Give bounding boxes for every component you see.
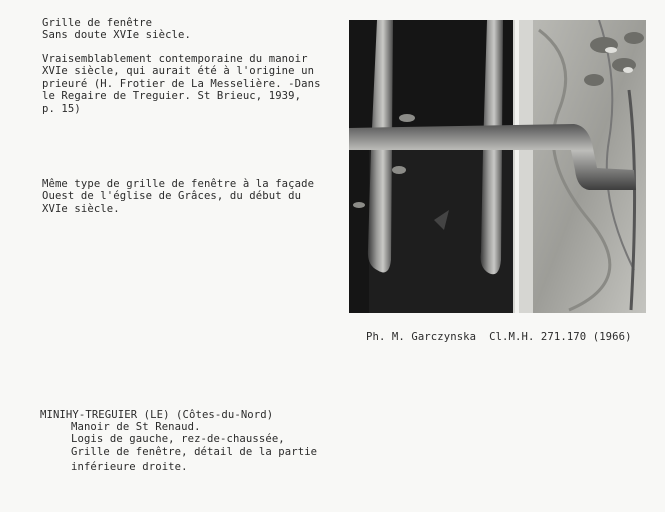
- description-block: [42, 53, 321, 115]
- comparison-line: Même type de grille de fenêtre à la façade: [42, 178, 315, 190]
- location-line: Logis de gauche, rez-de-chaussée,: [71, 433, 285, 446]
- location-details: [71, 421, 317, 458]
- description-line: Vraisemblablement contemporaine du manoir: [42, 53, 308, 65]
- location-line: inférieure droite.: [71, 461, 188, 473]
- photo-credit: Ph. M. Garczynska Cl.M.H. 271.170 (1966): [366, 331, 632, 343]
- description-line: XVIe siècle, qui aurait été à l'origine un: [42, 65, 315, 78]
- location-line: Grille de fenêtre, détail de la partie: [71, 445, 318, 458]
- comparison-line: XVIe siècle.: [42, 202, 120, 215]
- title-line: Grille de fenêtre: [42, 17, 153, 29]
- location-heading: MINIHY-TREGUIER (LE) (Côtes-du-Nord): [40, 409, 274, 421]
- title-block: [42, 17, 191, 42]
- description-line: prieuré (H. Frotier de La Messelière. -Dans: [42, 77, 321, 90]
- window-grille-photo: [349, 20, 646, 313]
- location-line: Manoir de St Renaud.: [71, 421, 201, 433]
- comparison-block: [42, 178, 314, 215]
- description-line: p. 15): [42, 102, 81, 115]
- date-line: Sans doute XVIe siècle.: [42, 29, 191, 42]
- comparison-line: Ouest de l'église de Grâces, du début du: [42, 190, 302, 203]
- photo-graphic: [349, 20, 646, 313]
- description-line: le Regaire de Treguier. St Brieuc, 1939,: [42, 90, 302, 103]
